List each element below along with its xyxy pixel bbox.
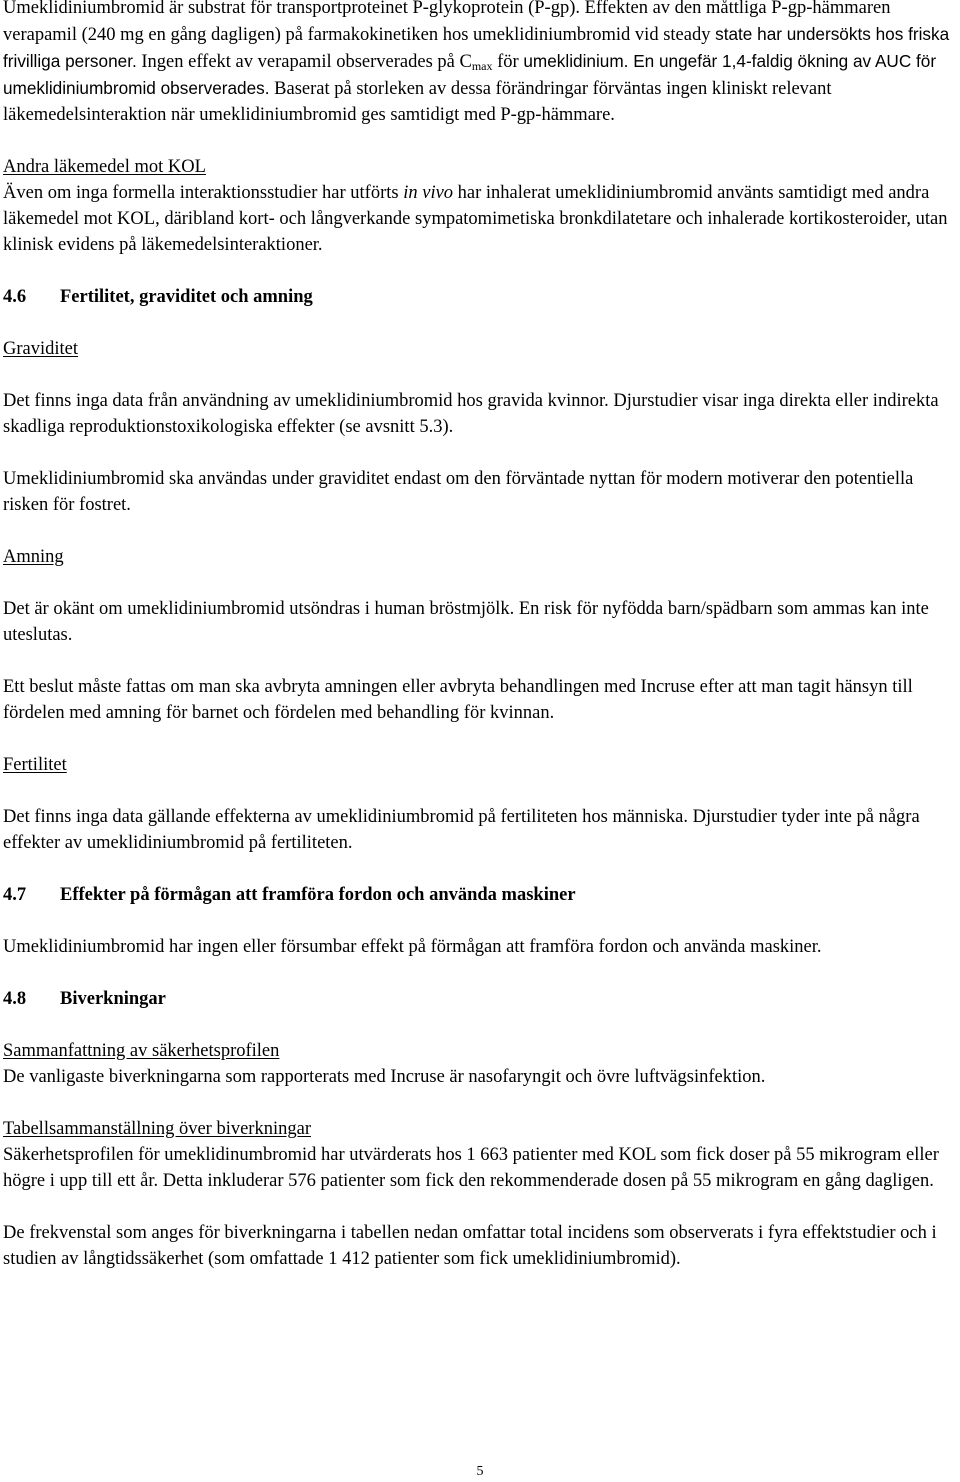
kol-subheading: Andra läkemedel mot KOL <box>3 157 206 177</box>
page-number: 5 <box>476 1464 484 1479</box>
fertilitet-subheading: Fertilitet <box>3 755 67 775</box>
intro-text-5: umeklidinium. En ungefär 1,4-faldig ökning av AUC för umeklidiniumbromid observerades. <box>3 51 937 98</box>
section-4-7-heading <box>3 882 955 908</box>
fertilitet-paragraph: Det finns inga data gällande effekterna av umeklidiniumbromid på fertiliteten hos människa. Djurstudier tyder inte på några effekter av umeklidiniumbromid på fertiliteten. <box>3 807 920 853</box>
kol-text-1: Även om inga formella interaktionsstudier har utförts <box>3 183 404 203</box>
section-4-6-title: Fertilitet, graviditet och amning <box>60 287 313 307</box>
intro-text-1: Umeklidiniumbromid är substrat för transportproteinet P-glykoprotein (P-gp). Effekten av den måttliga P-gp-hämmaren verapamil (240 mg en gång dagligen) på farmakokinetiken hos umeklidiniumbromid vid steady <box>3 0 891 45</box>
intro-text-2: state har undersökts hos friska frivilliga personer. <box>3 24 950 71</box>
intro-text-4: för <box>492 52 524 72</box>
intro-text-3: Ingen effekt av verapamil observerades på C <box>136 52 472 72</box>
section-4-7-number: 4.7 <box>3 885 27 905</box>
amning-paragraph-1: Det är okänt om umeklidiniumbromid utsöndras i human bröstmjölk. En risk för nyfödda barn/spädbarn som ammas kan inte uteslutas. <box>3 599 929 645</box>
table-paragraph-2: De frekvenstal som anges för biverkningarna i tabellen nedan omfattar total incidens som observerats i fyra effektstudier och i studien av långtidssäkerhet (som omfattade 1 412 patienter som fick umeklidiniumbromid). <box>3 1223 937 1269</box>
kol-text-2: har inhalerat umeklidiniumbromid använts samtidigt med andra läkemedel mot KOL, däribland kort- och långverkande sympatomimetiska bronkdilatetare och inhalerade kortikosteroider, utan klinisk evidens på läkemedelsinteraktioner. <box>3 183 948 255</box>
table-paragraph-1: Säkerhetsprofilen för umeklidinumbromid har utvärderats hos 1 663 patienter med KOL som fick doser på 55 mikrogram eller högre i upp till ett år. Detta inkluderar 576 patienter som fick den rekommenderade dosen på 55 mikrogram en gång dagligen. <box>3 1145 939 1191</box>
cmax-subscript: max <box>471 59 493 73</box>
kol-italic: in vivo <box>403 183 454 203</box>
section-4-6-heading <box>3 284 955 310</box>
section-4-8-number: 4.8 <box>3 989 27 1009</box>
intro-text-6: Baserat på storleken av dessa förändringar förväntas ingen kliniskt relevant läkemedelsinteraktion när umeklidiniumbromid ges samtidigt med P-gp-hämmare. <box>3 79 832 125</box>
graviditet-paragraph-1: Det finns inga data från användning av umeklidiniumbromid hos gravida kvinnor. Djurstudier visar inga direkta eller indirekta skadliga reproduktionstoxikologiska effekter (se avsnitt 5.3). <box>3 391 939 437</box>
summary-paragraph: De vanligaste biverkningarna som rapporterats med Incruse är nasofaryngit och övre luftvägsinfektion. <box>3 1067 766 1087</box>
graviditet-subheading: Graviditet <box>3 339 79 359</box>
amning-subheading: Amning <box>3 547 64 567</box>
table-subheading: Tabellsammanställning över biverkningar <box>3 1119 311 1139</box>
section-4-8-heading <box>3 986 955 1012</box>
section-4-6-number: 4.6 <box>3 287 27 307</box>
amning-paragraph-2: Ett beslut måste fattas om man ska avbryta amningen eller avbryta behandlingen med Incruse efter att man tagit hänsyn till fördelen med amning för barnet och fördelen med behandling för kvinnan. <box>3 677 913 723</box>
document-page <box>3 0 955 1272</box>
kol-paragraph <box>3 180 955 258</box>
section-4-7-paragraph: Umeklidiniumbromid har ingen eller försumbar effekt på förmågan att framföra fordon och använda maskiner. <box>3 937 822 957</box>
graviditet-paragraph-2: Umeklidiniumbromid ska användas under graviditet endast om den förväntade nyttan för modern motiverar den potentiella risken för fostret. <box>3 469 914 515</box>
summary-subheading: Sammanfattning av säkerhetsprofilen <box>3 1041 280 1061</box>
section-4-8-title: Biverkningar <box>60 989 166 1009</box>
intro-paragraph <box>3 0 955 128</box>
section-4-7-title: Effekter på förmågan att framföra fordon och använda maskiner <box>60 885 576 905</box>
